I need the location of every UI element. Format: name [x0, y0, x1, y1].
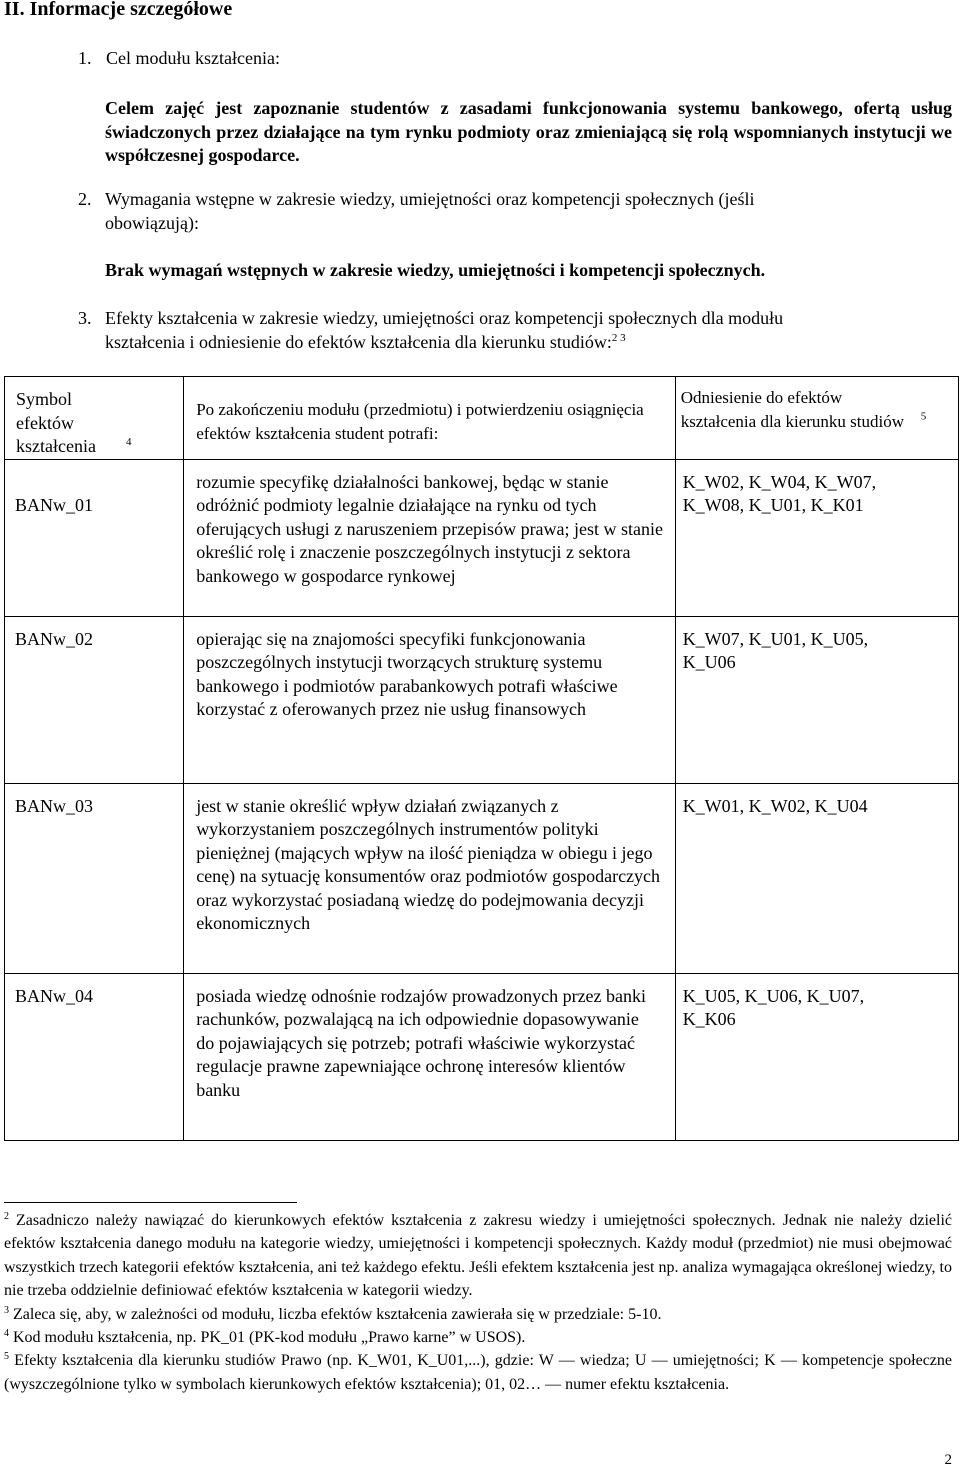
item-2-label: Wymagania wstępne w zakresie wiedzy, umiejętności oraz kompetencji społecznych (jeśli [105, 189, 755, 209]
learning-outcomes-table [4, 376, 959, 1141]
item-1-number: 1. [78, 48, 92, 68]
footnote-2: $^2$ Zasadniczo należy nawiązać do kierunkowych efektów kształcenia z zakresu wiedzy i umiejętności społecznych. Jednak nie należy dzielić efektów kształcenia danego modułu na kategorie wiedzy, umiejętności i kompetencji społecznych. Każdy moduł (przedmiot) nie musi obejmować wszystkich trzech kategorii efektów kształcenia, ani też każdego efektu. Jeśli efektem kształcenia jest np. analiza wymagająca określonej wiedzy, to nie trzeba oddzielnie definiować efektów kształcenia w kategorii wiedzy. [4, 1211, 952, 1300]
item-1-label: Cel modułu kształcenia: [106, 48, 280, 68]
item-3-label-cont: kształcenia i odniesienie do efektów kształcenia dla kierunku studiów: [105, 331, 612, 352]
page-number: 2 [944, 1452, 952, 1468]
item-2-number: 2. [78, 189, 92, 209]
table-header-row [5, 377, 959, 460]
row-reference: K_W02, K_W04, K_W07, K_W08, K_U01, K_K01 [675, 459, 958, 616]
row-symbol: BANw_03 [5, 783, 184, 973]
item-3-heading [78, 307, 952, 354]
table-row [5, 973, 959, 1140]
item-3-footnote-marks: 2 3 [611, 331, 626, 344]
row-outcome: opierając się na znajomości specyfiki funkcjonowania poszczególnych instytucji tworzących strukturę systemu bankowego i podmiotów parabankowych potrafi właściwe korzystać z oferowanych przez nie usług finansowych [184, 616, 676, 783]
footnote-4: $^4$ Kod modułu kształcenia, np. PK_01 (PK-kod modułu „Prawo karne” w USOS). [4, 1328, 526, 1347]
table-row [5, 459, 959, 616]
row-reference: K_U05, K_U06, K_U07, K_K06 [675, 973, 958, 1140]
row-outcome: rozumie specyfikę działalności bankowej, będąc w stanie odróżnić podmioty legalnie działające na rynku od tych oferujących usługi z naruszeniem przepisów prawa; jest w stanie określić rolę i znaczenie poszczególnych instytucji z sektora bankowego w gospodarce rynkowej [184, 459, 676, 616]
section-title: II. Informacje szczegółowe [4, 0, 233, 20]
item-3-label: Efekty kształcenia w zakresie wiedzy, umiejętności oraz kompetencji społecznych dla modułu [105, 308, 784, 328]
row-reference: K_W07, K_U01, K_U05, K_U06 [675, 616, 958, 783]
row-reference: K_W01, K_W02, K_U04 [675, 783, 958, 973]
module-goal-text: Celem zajęć jest zapoznanie studentów z zasadami funkcjonowania systemu bankowego, ofertą usług świadczonych przez działające na tym rynku podmioty oraz zmieniającą się rolą wspomnianych instytucji we współczesnej gospodarce. [105, 98, 952, 165]
header-symbol: Symbol efektów kształcenia $^4$ [5, 377, 184, 460]
table-row [5, 783, 959, 973]
row-symbol: BANw_04 [5, 973, 184, 1140]
table-row [5, 616, 959, 783]
row-symbol: BANw_01 [5, 459, 184, 616]
header-outcome: Po zakończeniu modułu (przedmiotu) i potwierdzeniu osiągnięcia efektów kształcenia student potrafi: [184, 377, 676, 460]
footnote-3: $^3$ Zaleca się, aby, w zależności od modułu, liczba efektów kształcenia zawierała się w przedziale: 5-10. [4, 1304, 662, 1323]
row-outcome: posiada wiedzę odnośnie rodzajów prowadzonych przez banki rachunków, pozwalającą na ich odpowiednie dopasowywanie do pojawiających się potrzeb; potrafi właściwie wykorzystać regulacje prawne zapewniające ochronę interesów klientów banku [184, 973, 676, 1140]
footnote-separator [4, 1202, 297, 1203]
row-outcome: jest w stanie określić wpływ działań związanych z wykorzystaniem poszczególnych instrumentów polityki pieniężnej (mających wpływ na ilość pieniądza w obiegu i jego cenę) na sytuację konsumentów oraz podmiotów gospodarczych oraz wykorzystać posiadaną wiedzę do podejmowania decyzji ekonomicznych [184, 783, 676, 973]
footnotes [4, 1209, 952, 1396]
row-symbol: BANw_02 [5, 616, 184, 783]
footnote-5: $^5$ Efekty kształcenia dla kierunku studiów Prawo (np. K_W01, K_U01,...), gdzie: W — wiedza; U — umiejętności; K — kompetencje społeczne (wyszczególnione tylko w symbolach kierunkowych efektów kształcenia); 01, 02… — numer efektu kształcenia. [4, 1351, 952, 1393]
header-reference: Odniesienie do efektów kształcenia dla kierunku studiów $^5$ [675, 377, 958, 460]
item-1-heading [78, 47, 280, 71]
requirements-text: Brak wymagań wstępnych w zakresie wiedzy, umiejętności i kompetencji społecznych. [105, 260, 766, 280]
item-2-heading [78, 188, 952, 235]
item-2-label-cont: obowiązują): [105, 212, 199, 233]
item-3-number: 3. [78, 308, 92, 328]
